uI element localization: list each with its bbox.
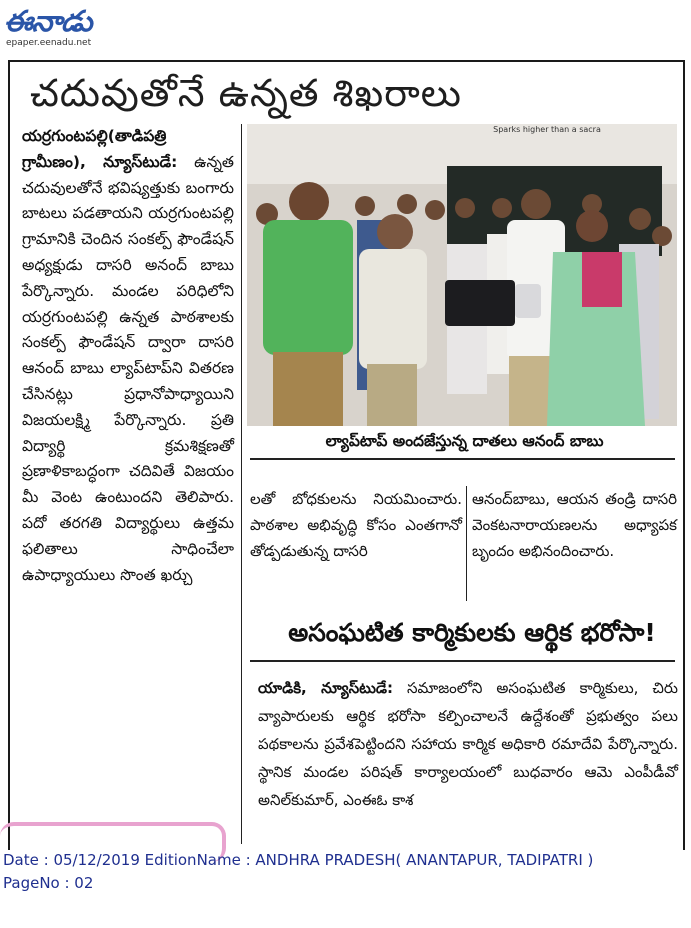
article2-body-block [258,674,678,814]
article-body-left: ఉన్నత చదువులతోనే భవిష్యత్తుకు బంగారు బాటలు పడతాయని యర్రగుంటపల్లి గ్రామానికి చెందిన సంకల్ప్ ఫౌండేషన్ అధ్యక్షుడు దాసరి అనంద్ బాబు పేర్కొన్నారు. మండల పరిధిలోని యర్రగుంటపల్లి ఉన్నత పాఠశాలకు సంకల్ప్ ఫౌండేషన్ ద్వారా దాసరి ఆనంద్ బాబు ల్యాప్‌టాప్‌ని వితరణ చేసినట్లు ప్రధానోపాధ్యాయిని విజయలక్ష్మి పేర్కొన్నారు. ప్రతి విద్యార్థి క్రమశిక్షణతో ప్రణాళికాబద్ధంగా చదివితే విజయం మీ వెంట ఉంటుందని తెలిపారు. పదో తరగతి విద్యార్థులు ఉత్తమ ఫలితాలు సాధించేలా ఉపాధ్యాయులు సొంత ఖర్చు [22,152,234,584]
article-photo [247,124,677,426]
photo-banner-text: Sparks higher than a sacra [493,125,601,134]
column-divider [241,124,242,844]
right-border [683,60,685,850]
page-number: PageNo : 02 [3,874,94,892]
edition-date-line: Date : 05/12/2019 EditionName : ANDHRA PRADESH( ANANTAPUR, TADIPATRI ) [3,851,594,869]
site-url: epaper.eenadu.net [6,38,92,48]
article-continuation-2: ఆనంద్‌బాబు, ఆయన తండ్రి దాసరి వెంకటనారాయణలను అధ్యాపక బృందం అభినందించారు. [472,490,677,560]
article2-dateline: యాడికి, న్యూస్‌టుడే: [258,679,393,697]
photo-illustration [247,124,677,426]
article-continuation-1: లతో బోధకులను నియమించారు. పాఠశాల అభివృద్ధి కోసం ఎంతగానో తోడ్పడుతున్న దాసరి [250,490,462,560]
edition-footer [3,849,593,895]
article2-body: సమాజంలోని అసంఘటిత కార్మికులు, చిరు వ్యాపారులకు ఆర్థిక భరోసా కల్పించాలనే ఉద్దేశంతో ప్రభుత్వం పలు పథకాలను ప్రవేశపెట్టిందని సహాయ కార్మిక అధికారి రమాదేవి పేర్కొన్నారు. స్థానిక మండల పరిషత్ కార్యాలయంలో బుధవారం ఆమె ఎంపీడీవో అనిల్‌కుమార్, ఎంఈఓ కాశ [258,679,678,809]
eenadu-logo: ఈనాడు [4,4,92,38]
top-rule [8,60,685,62]
left-border [8,60,10,850]
article2-rule [250,660,675,662]
caption-rule [250,458,675,460]
column-divider [466,486,467,601]
article-left-column [22,124,234,588]
article-dateline: యర్రగుంటపల్లి(తాడిపత్రి గ్రామీణం), న్యూస్‌టుడే: [22,127,178,171]
article-headline: చదువుతోనే ఉన్నత శిఖరాలు [30,71,462,115]
photo-caption: ల్యాప్‌టాప్ అందజేస్తున్న దాతలు ఆనంద్ బాబు [325,432,604,450]
article2-headline: అసంఘటిత కార్మికులకు ఆర్థిక భరోసా! [288,618,656,647]
